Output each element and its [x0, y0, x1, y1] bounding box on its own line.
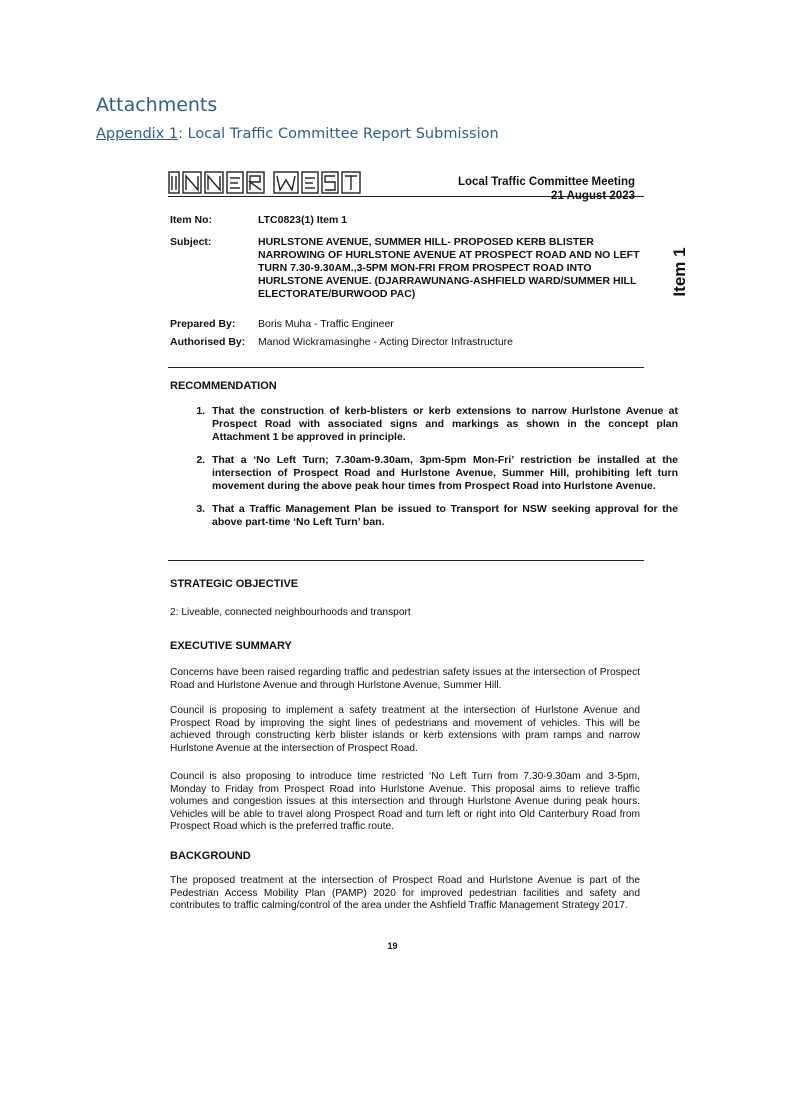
executive-paragraph: Concerns have been raised regarding traffic and pedestrian safety issues at the intersection of Prospect Road and Hurlstone Avenue and through Hurlstone Avenue, Summer Hill. [170, 667, 640, 691]
meeting-title: Local Traffic Committee Meeting [457, 176, 635, 188]
section-rule-bottom [168, 560, 644, 561]
strategic-text: 2: Liveable, connected neighbourhoods and transport [170, 607, 411, 618]
strategic-heading: STRATEGIC OBJECTIVE [170, 578, 299, 590]
background-text: The proposed treatment at the intersection of Prospect Road and Hurlstone Avenue is part of the Pedestrian Access Mobility Plan (PAMP) 2020 for improved pedestrian facilities and safety and contributes to traffic calming/control of the area under the Ashfield Traffic Management Strategy 2017. [170, 875, 640, 912]
prepared-value: Boris Muha - Traffic Engineer [258, 318, 394, 330]
prepared-label: Prepared By: [170, 318, 236, 330]
inner-west-logo [168, 170, 368, 196]
appendix-title: : Local Traffic Committee Report Submission [178, 126, 499, 142]
page-number: 19 [387, 941, 398, 951]
subject-label: Subject: [170, 236, 212, 248]
recommendation-item: 2. That a ‘No Left Turn; 7.30am-9.30am, 3pm-5pm Mon-Fri’ restriction be installed at the intersection of Prospect Road and Hurlstone Avenue, Summer Hill, prohibiting left turn movement during the above peak hour times from Prospect Road into Hurlstone Avenue. [208, 454, 678, 493]
meeting-date: 21 August 2023 [551, 190, 635, 202]
background-heading: BACKGROUND [170, 850, 251, 862]
recommendation-heading: RECOMMENDATION [170, 380, 277, 392]
item-no-label: Item No: [170, 214, 212, 226]
item-side-label: Item 1 [670, 247, 689, 297]
executive-paragraph: Council is proposing to implement a safety treatment at the intersection of Hurlstone Avenue and Prospect Road by improving the sight lines of pedestrians and movement of vehicles. This will be achieved through constructing kerb blister islands or kerb extensions with pram ramps and narrow Hurlstone Avenue at the intersection of Prospect Road. [170, 705, 640, 754]
authorised-value: Manod Wickramasinghe - Acting Director Infrastructure [258, 336, 514, 348]
appendix-heading [96, 126, 499, 142]
recommendation-list [170, 405, 678, 539]
meeting-info [458, 175, 635, 203]
recommendation-item: 1. That the construction of kerb-blisters or kerb extensions to narrow Hurlstone Avenue at Prospect Road with associated signs and markings as shown in the concept plan Attachment 1 be approved in principle. [208, 405, 678, 444]
executive-heading: EXECUTIVE SUMMARY [170, 640, 292, 652]
authorised-label: Authorised By: [170, 336, 246, 348]
appendix-link[interactable]: Appendix 1 [96, 126, 179, 142]
section-rule-top [168, 367, 644, 368]
item-no-value: LTC0823(1) Item 1 [258, 214, 348, 226]
executive-paragraph: Council is also proposing to introduce time restricted ‘No Left Turn from 7.30-9.30am and 3-5pm, Monday to Friday from Prospect Road into Hurlstone Avenue. This proposal aims to relieve traffic volumes and congestion issues at this intersection and through Hurlstone Avenue during peak hours. Vehicles will be able to travel along Prospect Road and turn left or right into Old Canterbury Road from Prospect Road which is the preferred traffic route. [170, 771, 640, 833]
recommendation-item: 3. That a Traffic Management Plan be issued to Transport for NSW seeking approval for the above part-time ‘No Left Turn’ ban. [208, 503, 678, 529]
subject-value: HURLSTONE AVENUE, SUMMER HILL- PROPOSED KERB BLISTER NARROWING OF HURLSTONE AVENUE AT PROSPECT ROAD AND NO LEFT TURN 7.30-9.30AM.,3-5PM MON-FRI FROM PROSPECT ROAD INTO HURLSTONE AVENUE. (DJARRAWUNANG-ASHFIELD WARD/SUMMER HILL ELECTORATE/BURWOOD PAC) [258, 236, 640, 300]
attachments-title: Attachments [96, 94, 218, 116]
